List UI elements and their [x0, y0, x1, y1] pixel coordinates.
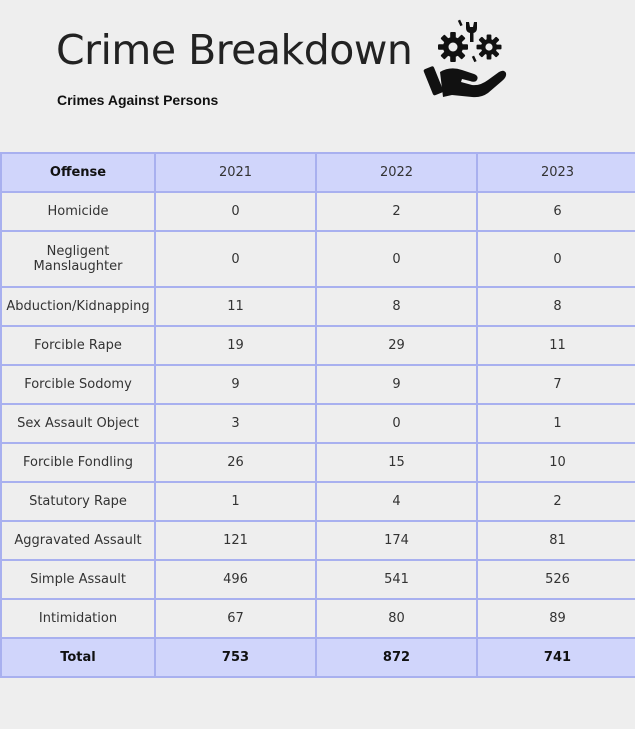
- column-header-2022: 2022: [316, 153, 477, 192]
- value-cell-2023: 8: [477, 287, 635, 326]
- total-row: [1, 638, 635, 677]
- value-cell-2022: 541: [316, 560, 477, 599]
- value-cell-2021: 26: [155, 443, 316, 482]
- table-row: [1, 560, 635, 599]
- offense-cell: Intimidation: [1, 599, 155, 638]
- offense-cell: Sex Assault Object: [1, 404, 155, 443]
- value-cell-2021: 3: [155, 404, 316, 443]
- column-header-offense: Offense: [1, 153, 155, 192]
- gear-right-icon: [477, 35, 502, 60]
- table-row: [1, 599, 635, 638]
- table-row: [1, 404, 635, 443]
- value-cell-2022: 8: [316, 287, 477, 326]
- value-cell-2021: 19: [155, 326, 316, 365]
- value-cell-2023: 89: [477, 599, 635, 638]
- value-cell-2023: 10: [477, 443, 635, 482]
- value-cell-2021: 9: [155, 365, 316, 404]
- table-row: [1, 443, 635, 482]
- hand-icon: [423, 66, 506, 97]
- value-cell-2021: 121: [155, 521, 316, 560]
- value-cell-2023: 81: [477, 521, 635, 560]
- value-cell-2022: 0: [316, 231, 477, 287]
- value-cell-2021: 11: [155, 287, 316, 326]
- total-cell-2023: 741: [477, 638, 635, 677]
- value-cell-2023: 2: [477, 482, 635, 521]
- table-row: [1, 287, 635, 326]
- gear-left-icon: [438, 32, 468, 62]
- offense-cell: Forcible Sodomy: [1, 365, 155, 404]
- table-row: [1, 482, 635, 521]
- value-cell-2022: 15: [316, 443, 477, 482]
- table-header-row: [1, 153, 635, 192]
- page-subtitle: Crimes Against Persons: [57, 92, 219, 108]
- value-cell-2022: 80: [316, 599, 477, 638]
- offense-cell: Negligent Manslaughter: [1, 231, 155, 287]
- value-cell-2023: 11: [477, 326, 635, 365]
- offense-cell: Simple Assault: [1, 560, 155, 599]
- value-cell-2022: 174: [316, 521, 477, 560]
- wrench-icon: [466, 22, 477, 42]
- value-cell-2021: 0: [155, 192, 316, 231]
- total-label: Total: [1, 638, 155, 677]
- value-cell-2023: 7: [477, 365, 635, 404]
- table-row: [1, 365, 635, 404]
- table-row: [1, 521, 635, 560]
- offense-cell: Statutory Rape: [1, 482, 155, 521]
- value-cell-2022: 2: [316, 192, 477, 231]
- offense-cell: Homicide: [1, 192, 155, 231]
- value-cell-2021: 496: [155, 560, 316, 599]
- crime-table: [0, 152, 635, 678]
- table-row: [1, 192, 635, 231]
- value-cell-2023: 0: [477, 231, 635, 287]
- value-cell-2021: 67: [155, 599, 316, 638]
- table-row: [1, 231, 635, 287]
- offense-cell: Forcible Rape: [1, 326, 155, 365]
- value-cell-2023: 526: [477, 560, 635, 599]
- value-cell-2022: 0: [316, 404, 477, 443]
- hand-with-gears-icon: [422, 16, 508, 104]
- table-row: [1, 326, 635, 365]
- offense-cell: Forcible Fondling: [1, 443, 155, 482]
- value-cell-2023: 6: [477, 192, 635, 231]
- page-title: Crime Breakdown: [56, 26, 413, 74]
- offense-cell: Abduction/Kidnapping: [1, 287, 155, 326]
- total-cell-2021: 753: [155, 638, 316, 677]
- value-cell-2023: 1: [477, 404, 635, 443]
- value-cell-2022: 29: [316, 326, 477, 365]
- value-cell-2021: 1: [155, 482, 316, 521]
- column-header-2023: 2023: [477, 153, 635, 192]
- offense-cell: Aggravated Assault: [1, 521, 155, 560]
- column-header-2021: 2021: [155, 153, 316, 192]
- value-cell-2022: 4: [316, 482, 477, 521]
- total-cell-2022: 872: [316, 638, 477, 677]
- value-cell-2021: 0: [155, 231, 316, 287]
- value-cell-2022: 9: [316, 365, 477, 404]
